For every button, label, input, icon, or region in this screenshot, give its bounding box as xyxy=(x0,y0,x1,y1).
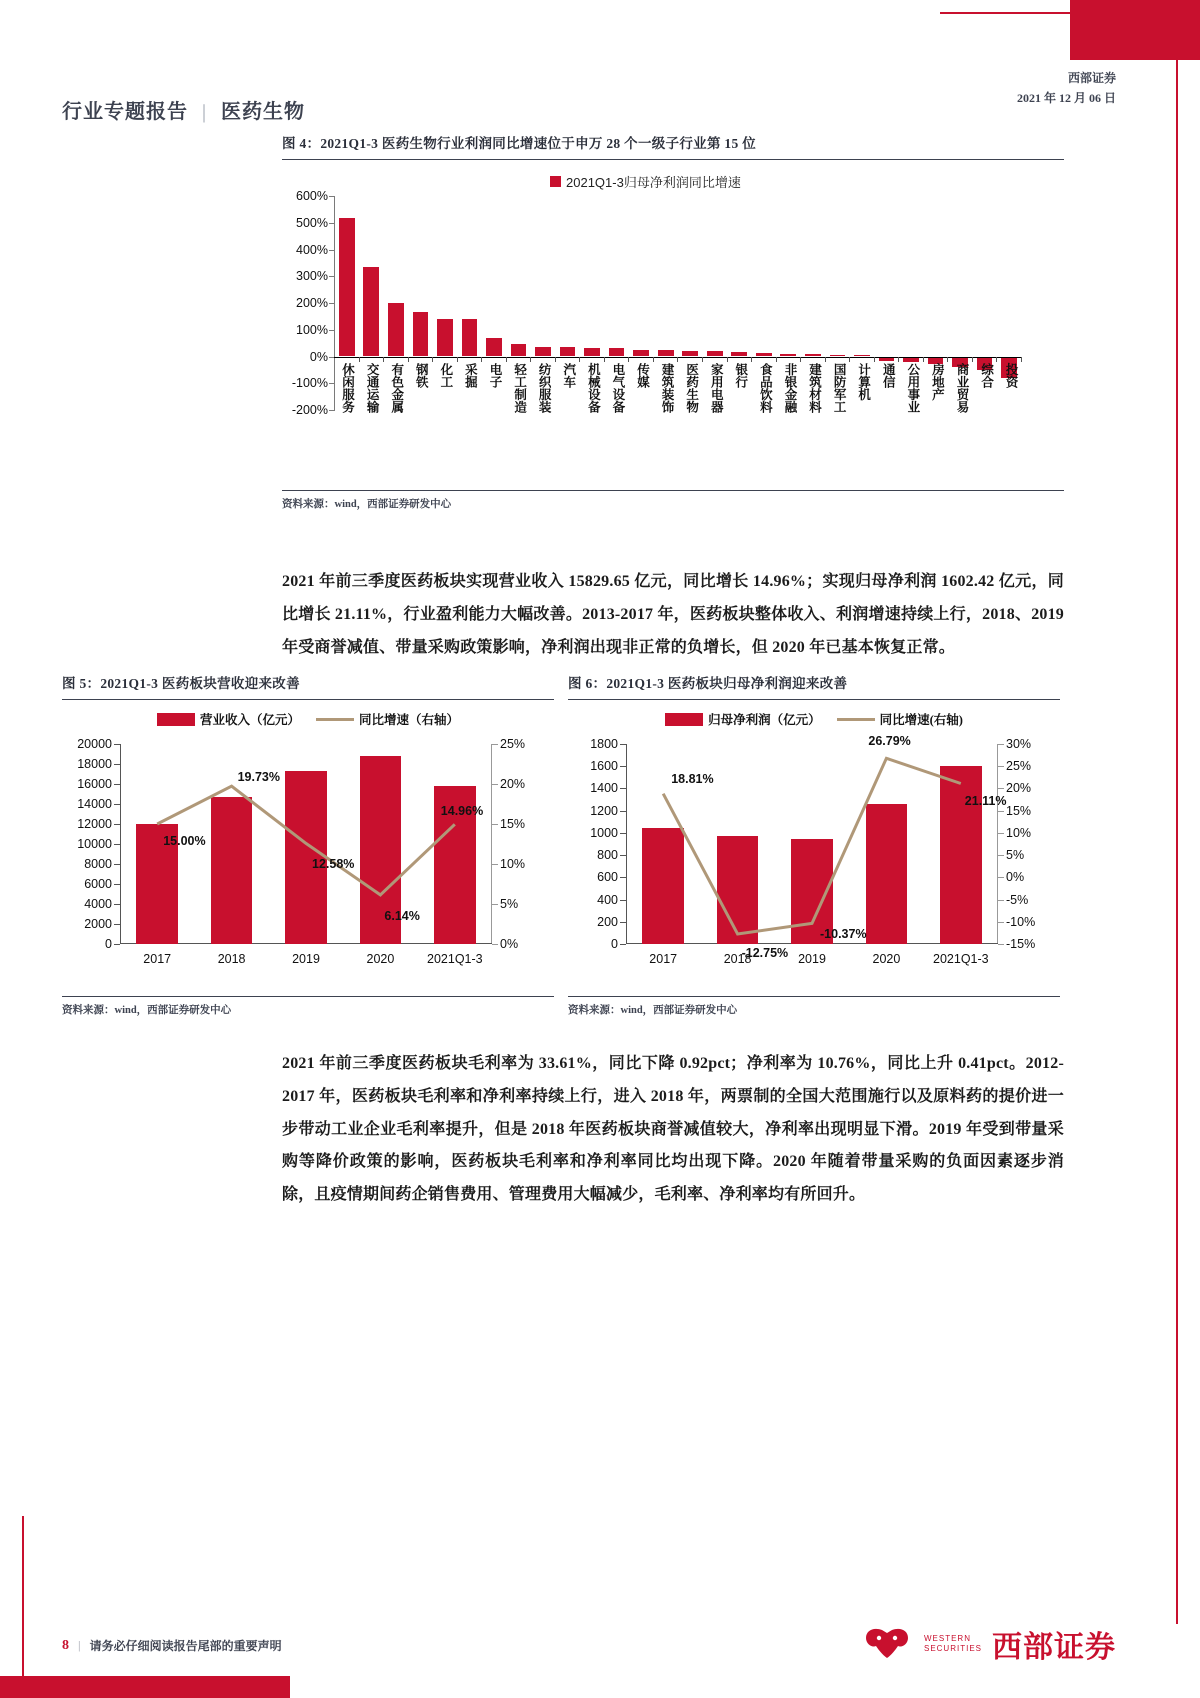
figure-4-x-label-text: 非银金融 xyxy=(782,362,797,413)
frame-left-line xyxy=(22,1516,24,1676)
figure-6-data-label: 26.79% xyxy=(868,734,911,749)
figure-5-x-category: 2020 xyxy=(366,952,395,966)
header-company: 西部证券 xyxy=(1067,71,1116,85)
figure-4-y-tick-label: 200% xyxy=(296,296,328,310)
legend-bar-swatch-icon xyxy=(157,713,195,726)
legend-item-line xyxy=(316,710,459,728)
figure-4-x-label xyxy=(679,363,704,413)
figure-5-x-categories xyxy=(120,952,492,966)
figure-4-x-label xyxy=(581,363,606,413)
figure-5-y-tick-label: 0 xyxy=(105,937,112,951)
figure-4-bar xyxy=(363,267,379,356)
figure-6-y2-tick-label: 0% xyxy=(1006,870,1025,885)
legend-swatch-icon xyxy=(550,176,561,187)
figure-6-y-tick-label: 800 xyxy=(597,848,618,863)
figure-6-y2-tick xyxy=(998,944,1004,945)
page-number: 8 xyxy=(62,1637,69,1653)
figure-5-y2-tick-label: 15% xyxy=(500,817,526,831)
figure-6-y2-tick xyxy=(998,833,1004,834)
figure-5-y2-tick xyxy=(492,744,498,745)
figure-6-source: 资料来源：wind，西部证券研发中心 xyxy=(568,1005,738,1016)
figure-4-bar xyxy=(486,338,502,356)
figure-5-y-tick-label: 16000 xyxy=(77,777,112,791)
figure-4-x-label-text: 交通运输 xyxy=(365,362,380,413)
figure-4-legend xyxy=(550,172,741,191)
figure-6 xyxy=(568,672,1060,1017)
figure-5-x-category: 2018 xyxy=(217,952,246,966)
figure-6-x-categories xyxy=(626,952,998,966)
figure-5-title: 图 5：2021Q1-3 医药板块营收迎来改善 xyxy=(62,676,300,691)
figure-4 xyxy=(282,132,1064,511)
header-meta xyxy=(1017,68,1116,109)
legend-item-bar xyxy=(157,710,300,728)
figure-5-y2-tick-label: 5% xyxy=(500,897,519,911)
figure-5-y-tick-label: 14000 xyxy=(77,797,112,811)
figure-4-x-label xyxy=(876,363,901,413)
figure-5-y-tick-label: 6000 xyxy=(84,877,112,891)
frame-right-line xyxy=(1176,12,1178,1624)
figure-6-y-tick-label: 1600 xyxy=(590,759,618,774)
figure-4-x-label xyxy=(655,363,680,413)
figure-4-plot xyxy=(282,160,1064,490)
figure-4-x-label xyxy=(507,363,532,413)
figure-5-data-label: 19.73% xyxy=(237,770,280,785)
figure-6-y2-tick xyxy=(998,855,1004,856)
bull-logo-svg xyxy=(860,1624,914,1664)
figure-4-title: 图 4：2021Q1-3 医药生物行业利润同比增速位于申万 28 个一级子行业第 15 位 xyxy=(282,136,756,151)
figure-4-x-label xyxy=(630,363,655,413)
figure-4-x-label xyxy=(802,363,827,413)
figure-5-bottom-rule xyxy=(62,996,554,997)
figure-6-x-category: 2021Q1-3 xyxy=(933,952,989,966)
figure-5-source: 资料来源：wind，西部证券研发中心 xyxy=(62,1005,232,1016)
figure-6-y-tick-label: 1200 xyxy=(590,803,618,818)
figure-5-data-label: 12.58% xyxy=(312,857,355,872)
figure-5-y2-tick-label: 20% xyxy=(500,777,526,791)
figure-4-x-labels xyxy=(335,363,1023,413)
figure-5-y-tick-label: 4000 xyxy=(84,897,112,911)
figure-4-bar xyxy=(462,319,478,356)
figure-4-y-tick-label: 100% xyxy=(296,322,328,337)
figure-4-bar xyxy=(339,218,355,356)
figure-4-x-label xyxy=(556,363,581,413)
figure-4-x-label-text: 休闲服务 xyxy=(340,362,355,413)
figure-6-y2-tick-label: -15% xyxy=(1006,937,1036,951)
figure-4-y-tick-label: -200% xyxy=(291,403,328,417)
figure-4-x-label xyxy=(482,363,507,413)
figure-4-x-label xyxy=(900,363,925,413)
figure-4-x-label-text: 家用电器 xyxy=(709,362,724,413)
figure-6-y2-tick xyxy=(998,811,1004,812)
figure-6-legend-bar-label: 归母净利润（亿元） xyxy=(708,713,821,727)
figure-5-x-category: 2019 xyxy=(292,952,320,966)
figure-4-x-label-text: 综合 xyxy=(979,362,994,388)
figure-4-bar xyxy=(633,350,649,357)
figure-4-x-label-text: 纺织服装 xyxy=(537,362,552,413)
figure-4-bar xyxy=(535,347,551,356)
breadcrumb xyxy=(62,95,305,124)
footer-notice: 请务必仔细阅读报告尾部的重要声明 xyxy=(89,1639,282,1653)
figure-6-y2-tick-label: -10% xyxy=(1006,914,1036,929)
figure-4-x-label xyxy=(949,363,974,413)
legend-item-line xyxy=(837,710,963,728)
figure-6-y2-tick xyxy=(998,766,1004,767)
figure-5-x-category: 2021Q1-3 xyxy=(427,952,483,966)
figure-6-legend-line-label: 同比增速(右轴) xyxy=(879,713,963,727)
figure-6-y-tick-label: 400 xyxy=(597,892,618,907)
figure-5-x-category: 2017 xyxy=(143,952,172,966)
header-date: 2021 年 12 月 06 日 xyxy=(1016,91,1116,106)
figure-6-y-tick-label: 1400 xyxy=(590,781,618,796)
figure-4-x-label xyxy=(433,363,458,413)
figure-6-y2-tick-label: 5% xyxy=(1006,848,1025,863)
figure-4-x-label xyxy=(827,363,852,413)
brand-cn: 西部证券 xyxy=(992,1631,1116,1664)
figure-4-y-tick-label: 600% xyxy=(296,189,328,203)
figure-5-legend-bar-label: 营业收入（亿元） xyxy=(199,713,300,727)
figure-5-y2-tick xyxy=(492,904,498,905)
figure-5-data-label: 14.96% xyxy=(440,804,484,819)
figure-5-y-tick-label: 2000 xyxy=(84,917,112,931)
figure-6-data-label: 21.11% xyxy=(964,793,1007,808)
figure-4-x-label-text: 投资 xyxy=(1004,362,1019,388)
figure-4-x-label-text: 建筑装饰 xyxy=(660,362,675,413)
figure-6-y2-tick-label: 30% xyxy=(1006,737,1032,751)
figure-4-x-label xyxy=(753,363,778,413)
frame-top-line xyxy=(940,12,1180,14)
figure-4-x-label-text: 机械设备 xyxy=(586,362,601,413)
figure-4-bar xyxy=(388,303,404,357)
figure-4-x-label-text: 汽车 xyxy=(561,362,576,388)
figure-4-y-tick-label: 400% xyxy=(296,242,328,257)
figure-6-y-tick-label: 1800 xyxy=(590,737,618,751)
figure-6-y-tick xyxy=(620,944,626,945)
figure-6-x-category: 2019 xyxy=(798,952,826,966)
figure-5-y-tick-label: 12000 xyxy=(77,817,112,831)
figure-4-legend-label: 2021Q1-3归母净利润同比增速 xyxy=(566,175,741,190)
brand-logo xyxy=(860,1622,1116,1666)
top-right-red-block xyxy=(1070,0,1200,60)
figure-4-y-tick-label: 0% xyxy=(309,349,328,364)
breadcrumb-separator: | xyxy=(202,101,208,123)
figure-6-x-category: 2017 xyxy=(649,952,678,966)
figure-4-x-label xyxy=(532,363,557,413)
figure-5-y2-tick xyxy=(492,824,498,825)
figure-4-x-label-text: 商业贸易 xyxy=(954,362,969,413)
figure-5-y2-tick-label: 25% xyxy=(500,737,526,751)
figure-4-bar xyxy=(413,312,429,356)
figure-4-y-tick-label: 300% xyxy=(296,269,328,284)
figure-6-y2-tick-label: 25% xyxy=(1006,759,1032,774)
figure-5-axes xyxy=(77,737,526,951)
figure-4-y-tick-label: 500% xyxy=(296,215,328,230)
figure-6-y2-tick xyxy=(998,744,1004,745)
figure-6-data-label: -12.75% xyxy=(741,946,789,960)
figure-4-bar xyxy=(584,348,600,357)
figure-5-y-tick-label: 8000 xyxy=(84,857,112,871)
figure-4-x-label-text: 化工 xyxy=(438,362,453,388)
figure-4-x-label-text: 传媒 xyxy=(635,362,650,388)
figure-5-y-tick-label: 10000 xyxy=(77,837,112,851)
figure-4-x-label xyxy=(360,363,385,413)
footer xyxy=(62,1637,282,1654)
figure-4-x-label xyxy=(704,363,729,413)
figure-4-x-label xyxy=(384,363,409,413)
legend-line-swatch-icon xyxy=(837,718,875,721)
figure-6-x-category: 2018 xyxy=(723,952,752,966)
figure-4-x-label xyxy=(335,363,360,413)
figure-5-legend xyxy=(62,710,554,728)
figure-5 xyxy=(62,672,554,1017)
figure-4-x-label xyxy=(605,363,630,413)
figure-4-x-label-text: 公用事业 xyxy=(905,362,920,413)
figure-4-x-label-text: 有色金属 xyxy=(389,362,404,413)
figure-4-bar xyxy=(609,348,625,356)
figure-6-x-category: 2020 xyxy=(872,952,901,966)
figure-4-source: 资料来源：wind，西部证券研发中心 xyxy=(282,499,452,510)
bottom-left-red-block xyxy=(0,1676,290,1698)
figure-6-y-tick-label: 600 xyxy=(597,870,618,885)
figure-5-data-label: 6.14% xyxy=(384,908,420,923)
figure-4-y-tick-label: -100% xyxy=(291,376,328,391)
figure-4-x-label xyxy=(777,363,802,413)
figure-6-y2-tick xyxy=(998,788,1004,789)
figure-6-y-tick-label: 200 xyxy=(597,914,618,929)
figure-4-x-label-text: 建筑材料 xyxy=(807,362,822,413)
footer-divider: | xyxy=(78,1638,81,1652)
figure-4-x-label xyxy=(728,363,753,413)
breadcrumb-sub: 医药生物 xyxy=(221,101,306,123)
figure-6-y2-tick xyxy=(998,877,1004,878)
figure-4-bar xyxy=(437,319,453,356)
figure-4-x-label xyxy=(851,363,876,413)
breadcrumb-main: 行业专题报告 xyxy=(62,101,188,123)
figure-6-y-tick-label: 0 xyxy=(611,937,618,951)
figure-6-plot xyxy=(568,700,1060,996)
figure-4-x-label xyxy=(999,363,1024,413)
figure-6-y2-tick-label: 10% xyxy=(1006,825,1032,840)
figure-6-bottom-rule xyxy=(568,996,1060,997)
figure-5-y2-tick xyxy=(492,944,498,945)
figure-5-y-tick-label: 18000 xyxy=(77,757,112,771)
figure-4-x-label-text: 国防军工 xyxy=(832,362,847,413)
figure-6-title: 图 6：2021Q1-3 医药板块归母净利润迎来改善 xyxy=(568,676,848,691)
figure-4-x-label xyxy=(458,363,483,413)
brand-en-top: WESTERN xyxy=(923,1633,971,1643)
legend-line-swatch-icon xyxy=(316,718,354,721)
figure-4-bar xyxy=(511,344,527,357)
legend-item-bar xyxy=(665,710,821,728)
figure-5-y2-tick xyxy=(492,864,498,865)
figure-5-legend-line-label: 同比增速（右轴） xyxy=(359,713,460,727)
figure-6-legend xyxy=(568,710,1060,728)
paragraph-2: 2021 年前三季度医药板块毛利率为 33.61%，同比下降 0.92pct；净利率为 10.76%，同比上升 0.41pct。2012-2017 年，医药板块毛利率和净利率持续上行，进入 2018 年，两票制的全国大范围施行以及原料药的提价进一步带动工业企业毛利率提升，但是 2018 年医药板块商誉减值较大，净利率出现明显下滑。2019 年受到带量采购等降价政策的影响，医药板块毛利率和净利率同比均出现下降。2020 年随着带量采购的负面因素逐步消除，且疫情期间药企销售费用、管理费用大幅减少，毛利率、净利率均有所回升。 xyxy=(282,1055,1064,1204)
figure-4-x-label-text: 电气设备 xyxy=(610,362,625,413)
figure-4-x-label-text: 钢铁 xyxy=(414,362,429,388)
figure-4-x-label-text: 通信 xyxy=(881,362,896,388)
figure-4-bottom-rule xyxy=(282,490,1064,491)
figure-4-x-label-text: 房地产 xyxy=(930,362,945,400)
figure-5-y-tick xyxy=(114,944,120,945)
brand-en-bottom: SECURITIES xyxy=(923,1644,982,1653)
figure-4-x-label-text: 电子 xyxy=(488,362,502,388)
figure-6-y2-tick-label: 20% xyxy=(1006,781,1032,796)
brand-text xyxy=(924,1634,982,1655)
figure-5-data-label: 15.00% xyxy=(163,834,206,848)
figure-6-y2-tick xyxy=(998,900,1004,901)
paragraph-1: 2021 年前三季度医药板块实现营业收入 15829.65 亿元，同比增长 14.96%；实现归母净利润 1602.42 亿元，同比增长 21.11%，行业盈利能力大幅改善。2013-2017 年，医药板块整体收入、利润增速持续上行，2018、2019 年受商誉减值、带量采购政策影响，净利润出现非正常的负增长，但 2020 年已基本恢复正常。 xyxy=(282,573,1064,656)
figure-6-y2-tick-label: -5% xyxy=(1006,892,1029,907)
figure-4-x-label-text: 计算机 xyxy=(856,362,871,400)
figure-4-x-label-text: 医药生物 xyxy=(684,362,699,413)
figure-4-x-label xyxy=(409,363,434,413)
figure-5-plot xyxy=(62,700,554,996)
figure-4-x-label xyxy=(925,363,950,413)
figure-6-y2-tick-label: 15% xyxy=(1006,803,1032,818)
figure-6-data-label: -10.37% xyxy=(820,927,867,942)
figure-5-y2-tick-label: 0% xyxy=(500,937,519,951)
figure-5-y-tick-label: 20000 xyxy=(77,737,112,751)
figure-4-bar xyxy=(560,347,576,356)
figure-6-y-tick-label: 1000 xyxy=(590,825,618,840)
figure-4-x-label-text: 食品饮料 xyxy=(758,362,773,413)
figure-5-y2-tick-label: 10% xyxy=(500,857,526,871)
figure-4-x-label-text: 采掘 xyxy=(463,362,478,388)
bull-logo-icon xyxy=(860,1624,914,1664)
figure-6-data-label: 18.81% xyxy=(671,771,714,786)
figure-4-x-label-text: 轻工制造 xyxy=(512,362,527,413)
figure-6-y2-tick xyxy=(998,922,1004,923)
figure-4-x-label-text: 银行 xyxy=(733,362,748,388)
figure-5-y2-tick xyxy=(492,784,498,785)
figure-4-x-label xyxy=(974,363,999,413)
legend-bar-swatch-icon xyxy=(665,713,703,726)
